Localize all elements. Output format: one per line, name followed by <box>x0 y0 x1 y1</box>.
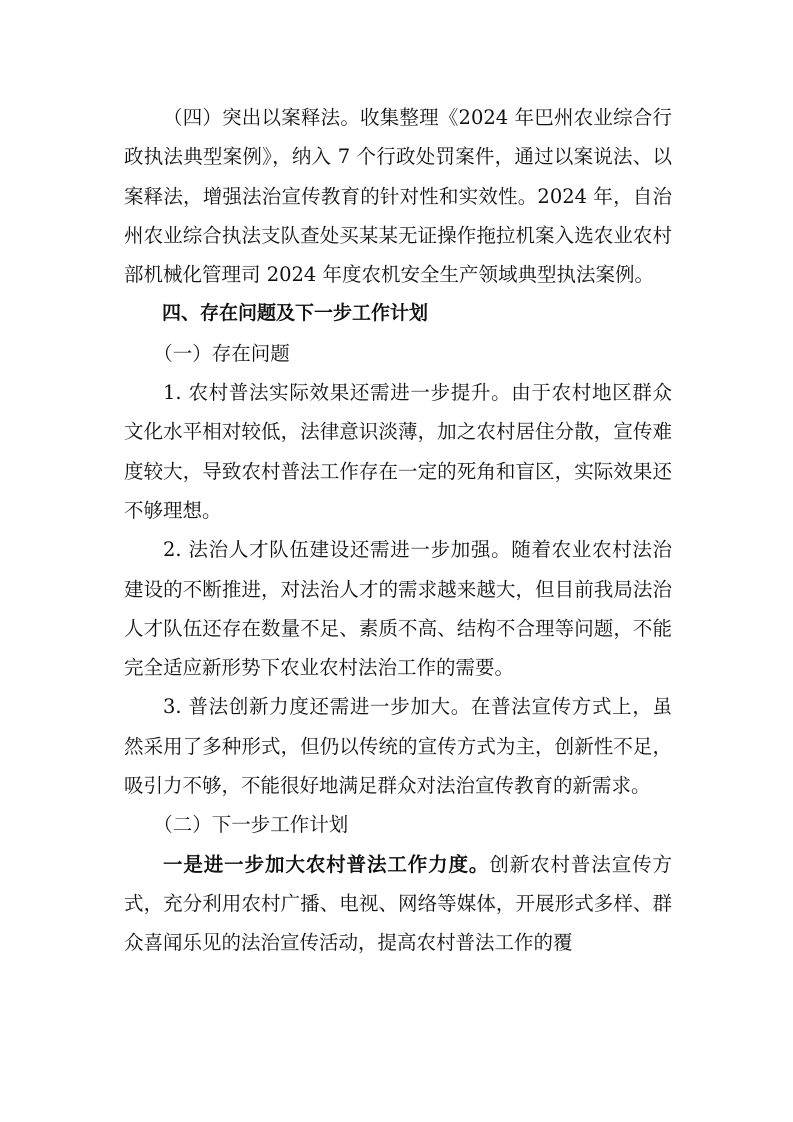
problem-item-2: 2. 法治人才队伍建设还需进一步加强。随着农业农村法治建设的不断推进，对法治人才的需求越来越大，但目前我局法治人才队伍还存在数量不足、素质不高、结构不合理等问题，不能完全适应新形势下农业农村法治工作的需要。 <box>124 538 672 680</box>
paragraph-text: 收集整理《2024 年巴州农业综合行政执法典型案例》，纳入 7 个行政处罚案件，通过以案说法、以案释法，增强法治宣传教育的针对性和实效性。2024 年，自治州农业综合执法支队查处买某某无证操作拖拉机案入选农业农村部机械化管理司 2024 年度农机安全生产领域典型执法案例。 <box>124 106 672 287</box>
section-heading-4: 四、存在问题及下一步工作计划 <box>162 302 429 325</box>
problem-item-1: 1. 农村普法实际效果还需进一步提升。由于农村地区群众文化水平相对较低，法律意识淡薄，加之农村居住分散，宣传难度较大，导致农村普法工作存在一定的死角和盲区，实际效果还不够理想。 <box>124 381 672 522</box>
paragraph-text: 创新农村普法宣传方式，充分利用农村广播、电视、网络等媒体，开展形式多样、群众喜闻乐见的法治宣传活动，提高农村普法工作的覆 <box>124 852 672 955</box>
paragraph-case-interpretation <box>124 98 672 294</box>
document-body <box>124 98 672 963</box>
plan-item-1 <box>124 845 672 963</box>
problem-item-3: 3. 普法创新力度还需进一步加大。在普法宣传方式上，虽然采用了多种形式，但仍以传统的宣传方式为主，创新性不足，吸引力不够，不能很好地满足群众对法治宣传教育的新需求。 <box>124 695 672 798</box>
plan-lead-text: 一是进一步加大农村普法工作力度。 <box>163 852 490 876</box>
subsection-heading-plan: （二）下一步工作计划 <box>153 813 349 837</box>
subsection-heading-problems: （一）存在问题 <box>153 341 290 365</box>
run-in-heading: （四）突出以案释法。 <box>163 106 361 129</box>
